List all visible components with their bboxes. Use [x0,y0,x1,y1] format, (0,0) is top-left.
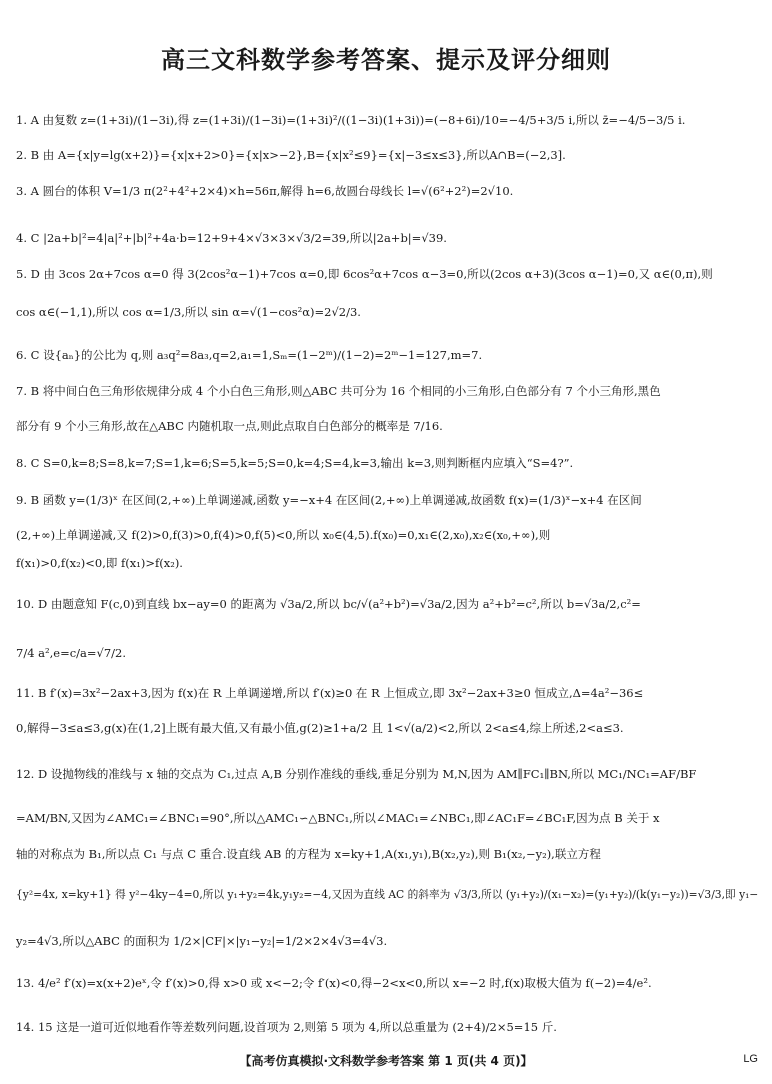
answer-line-4: 4. C |2a+b|²=4|a|²+|b|²+4a·b=12+9+4×√3×3×√3/2=39,所以|2a+b|=√39. [16,231,447,245]
answer-line-7b: 部分有 9 个小三角形,故在△ABC 内随机取一点,则此点取自白色部分的概率是 7/16. [16,419,443,433]
answer-line-8: 8. C S=0,k=8;S=8,k=7;S=1,k=6;S=5,k=5;S=0,k=4;S=4,k=3,输出 k=3,则判断框内应填入“S=4?”. [16,456,574,470]
answer-line-14: 14. 15 这是一道可近似地看作等差数列问题,设首项为 2,则第 5 项为 4,所以总重量为 (2+4)/2×5=15 斤. [16,1020,557,1034]
answer-line-6: 6. C 设{aₙ}的公比为 q,则 a₃q²=8a₃,q=2,a₁=1,Sₘ=(1−2ᵐ)/(1−2)=2ᵐ−1=127,m=7. [16,348,483,362]
answer-line-1: 1. A 由复数 z=(1+3i)/(1−3i),得 z=(1+3i)/(1−3i)=(1+3i)²/((1−3i)(1+3i))=(−8+6i)/10=−4/5+3/5 i,所以 z̄=−4/5−3/5 i. [16,113,686,127]
answer-line-2: 2. B 由 A={x|y=lg(x+2)}={x|x+2>0}={x|x>−2},B={x|x²≤9}={x|−3≤x≤3},所以A∩B=(−2,3]. [16,148,566,162]
answer-line-5b: cos α∈(−1,1),所以 cos α=1/3,所以 sin α=√(1−cos²α)=2√2/3. [16,305,361,319]
answer-line-11b: 0,解得−3≤a≤3,g(x)在(1,2]上既有最大值,又有最小值,g(2)≥1+a/2 且 1<√(a/2)<2,所以 2<a≤4,综上所述,2<a≤3. [16,721,624,735]
answer-line-11: 11. B f′(x)=3x²−2ax+3,因为 f(x)在 R 上单调递增,所以 f′(x)≥0 在 R 上恒成立,即 3x²−2ax+3≥0 恒成立,Δ=4a²−36≤ [16,686,644,700]
answer-line-10b: 7/4 a²,e=c/a=√7/2. [16,646,127,660]
answer-line-9: 9. B 函数 y=(1/3)ˣ 在区间(2,+∞)上单调递减,函数 y=−x+4 在区间(2,+∞)上单调递减,故函数 f(x)=(1/3)ˣ−x+4 在区间 [16,493,642,507]
answer-line-12c: 轴的对称点为 B₁,所以点 C₁ 与点 C 重合.设直线 AB 的方程为 x=ky+1,A(x₁,y₁),B(x₂,y₂),则 B₁(x₂,−y₂),联立方程 [16,847,601,861]
answer-line-9c: f(x₁)>0,f(x₂)<0,即 f(x₁)>f(x₂). [16,556,183,570]
answer-line-5: 5. D 由 3cos 2α+7cos α=0 得 3(2cos²α−1)+7cos α=0,即 6cos²α+7cos α−3=0,所以(2cos α+3)(3cos α−1)=0,又 α∈(0,π),则 [16,267,713,281]
answer-line-13: 13. 4/e² f′(x)=x(x+2)eˣ,令 f′(x)>0,得 x>0 或 x<−2;令 f′(x)<0,得−2<x<0,所以 x=−2 时,f(x)取极大值为 f(−2)=4/e². [16,976,652,990]
answer-line-12b: =AM/BN,又因为∠AMC₁=∠BNC₁=90°,所以△AMC₁∽△BNC₁,所以∠MAC₁=∠NBC₁,即∠AC₁F=∠BC₁F,因为点 B 关于 x [16,811,660,825]
answer-line-7: 7. B 将中间白色三角形依规律分成 4 个小白色三角形,则△ABC 共可分为 16 个相同的小三角形,白色部分有 7 个小三角形,黑色 [16,384,661,398]
page-title: 高三文科数学参考答案、提示及评分细则 [161,46,611,74]
answer-line-12d: {y²=4x, x=ky+1} 得 y²−4ky−4=0,所以 y₁+y₂=4k,y₁y₂=−4,又因为直线 AC 的斜率为 √3/3,所以 (y₁+y₂)/(x₁−x₂)=(y₁+y₂)/(k(y₁−y₂))=√3/3,即 y₁− [16,888,759,901]
answer-line-9b: (2,+∞)上单调递减,又 f(2)>0,f(3)>0,f(4)>0,f(5)<0,所以 x₀∈(4,5).f(x₀)=0,x₁∈(2,x₀),x₂∈(x₀,+∞),则 [16,528,551,542]
answer-line-12e: y₂=4√3,所以△ABC 的面积为 1/2×|CF|×|y₁−y₂|=1/2×2×4√3=4√3. [16,934,388,948]
footer-code: LG [743,1053,758,1065]
answer-line-12: 12. D 设抛物线的准线与 x 轴的交点为 C₁,过点 A,B 分别作准线的垂线,垂足分别为 M,N,因为 AM∥FC₁∥BN,所以 MC₁/NC₁=AF/BF [16,767,697,781]
answer-line-3: 3. A 圆台的体积 V=1/3 π(2²+4²+2×4)×h=56π,解得 h=6,故圆台母线长 l=√(6²+2²)=2√10. [16,184,514,198]
answer-line-10: 10. D 由题意知 F(c,0)到直线 bx−ay=0 的距离为 √3a/2,所以 bc/√(a²+b²)=√3a/2,因为 a²+b²=c²,所以 b=√3a/2,c²= [16,597,641,611]
page-footer: 【高考仿真模拟·文科数学参考答案 第 1 页(共 4 页)】 [239,1054,533,1068]
